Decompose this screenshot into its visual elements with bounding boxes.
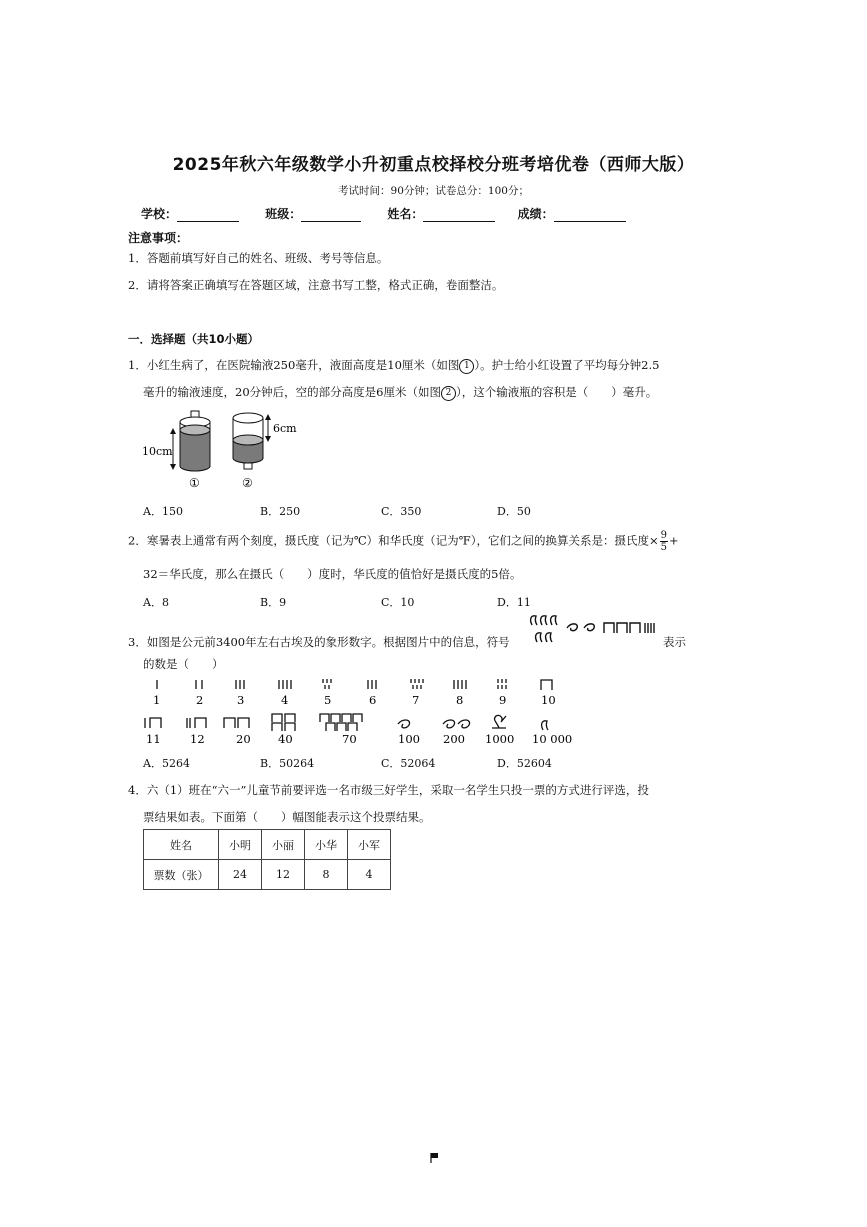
label-1: 1: [153, 693, 161, 707]
hieroglyph-number-symbol: [527, 611, 663, 645]
table-cell: 12: [262, 860, 305, 890]
school-blank[interactable]: [177, 209, 239, 222]
fraction-nine-fifths: [660, 530, 668, 553]
school-label: 学校：: [141, 207, 178, 221]
fraction-denominator: 5: [660, 542, 667, 553]
label-9: 9: [499, 693, 507, 707]
label-200: 200: [443, 732, 465, 746]
table-header: 姓名: [144, 830, 219, 860]
q4-line1: 4．六（1）班在“六一”儿童节前要评选一名市级三好学生，采取一名学生只投一票的方式进行评选，投: [128, 783, 649, 797]
label-70: 70: [342, 732, 357, 746]
label-6: 6: [369, 693, 377, 707]
q2-line1: [128, 530, 679, 553]
label-11: 11: [146, 732, 161, 746]
q1-text: 1．小红生病了，在医院输液250毫升，液面高度是10厘米（如图: [128, 358, 460, 372]
table-cell: 8: [305, 860, 348, 890]
label-8: 8: [456, 693, 464, 707]
vote-table: [143, 829, 391, 890]
notice-item: 2．请将答案正确填写在答题区域，注意书写工整，格式正确，卷面整洁。: [128, 278, 504, 292]
bottle-2: [233, 413, 297, 469]
q2-text: 2．寒暑表上通常有两个刻度，摄氏度（记为℃）和华氏度（记为℉），它们之间的换算关系是：摄氏度×: [128, 533, 659, 548]
class-blank[interactable]: [301, 209, 361, 222]
label-100: 100: [398, 732, 420, 746]
table-cell: 4: [348, 860, 391, 890]
q1-text: ）。护士给小红设置了平均每分钟2.5: [474, 358, 660, 372]
q2-line2: 32＝华氏度，那么在摄氏（ ）度时，华氏度的值恰好是摄氏度的5倍。: [143, 567, 522, 581]
height-label-10cm: 10cm: [142, 445, 173, 458]
table-header: 小军: [348, 830, 391, 860]
label-3: 3: [237, 693, 245, 707]
notice-heading: 注意事项：: [128, 231, 189, 245]
figure-caption-2: ②: [242, 476, 253, 490]
label-5: 5: [324, 693, 332, 707]
q1-option-c[interactable]: C．350: [381, 505, 422, 518]
table-row-label: 票数（张）: [144, 860, 219, 890]
q1-option-a[interactable]: A．150: [143, 505, 183, 518]
q3-option-a[interactable]: A．5264: [143, 757, 190, 770]
student-info-row: [141, 205, 648, 222]
class-label: 班级：: [265, 207, 302, 221]
q1-text: ），这个输液瓶的容积是（ ）毫升。: [455, 385, 658, 399]
table-row: [144, 860, 391, 890]
q4-line2: 票结果如表。下面第（ ）幅图能表示这个投票结果。: [143, 810, 431, 824]
q2-option-a[interactable]: A．8: [143, 596, 169, 609]
q1-option-b[interactable]: B．250: [260, 505, 301, 518]
circled-one: 1: [459, 359, 474, 374]
flag-icon: [429, 1152, 441, 1164]
label-1000: 1000: [485, 732, 515, 746]
notice-item: 1．答题前填写好自己的姓名、班级、考号等信息。: [128, 251, 389, 265]
label-12: 12: [190, 732, 205, 746]
fraction-numerator: 9: [660, 530, 667, 541]
q3-line2: 的数是（ ）: [143, 657, 224, 671]
label-40: 40: [278, 732, 293, 746]
q1-line1: [128, 357, 659, 374]
name-blank[interactable]: [423, 209, 495, 222]
label-4: 4: [281, 693, 289, 707]
figure-caption-1: ①: [189, 476, 200, 490]
table-header-row: [144, 830, 391, 860]
q3-option-d[interactable]: D．52604: [497, 757, 552, 770]
q3-line1-a: 3．如图是公元前3400年左右古埃及的象形数字。根据图片中的信息，符号: [128, 635, 510, 649]
q3-option-c[interactable]: C．52064: [381, 757, 436, 770]
height-label-6cm: 6cm: [273, 422, 297, 435]
score-blank[interactable]: [554, 209, 626, 222]
label-7: 7: [412, 693, 420, 707]
q2-text: +: [668, 533, 679, 548]
label-2: 2: [196, 693, 204, 707]
name-label: 姓名：: [387, 207, 424, 221]
q3-option-b[interactable]: B．50264: [260, 757, 315, 770]
bottle-1: [142, 411, 210, 471]
q1-line2: [143, 384, 657, 401]
q1-text: 毫升的输液速度，20分钟后，空的部分高度是6厘米（如图: [143, 385, 441, 399]
q3-line1-b: 表示: [663, 635, 686, 649]
iv-bottle-figure: [140, 408, 310, 494]
label-10000: 10 000: [532, 732, 573, 746]
q2-option-d[interactable]: D．11: [497, 596, 531, 609]
exam-info: 考试时间：90分钟；试卷总分：100分；: [338, 185, 529, 197]
section-heading: 一．选择题（共10小题）: [128, 332, 260, 346]
score-label: 成绩：: [517, 207, 554, 221]
page-title: 2025年秋六年级数学小升初重点校择校分班考培优卷（西师大版）: [172, 155, 695, 175]
table-header: 小明: [219, 830, 262, 860]
circled-two: 2: [441, 386, 456, 401]
hieroglyph-table: [140, 674, 580, 750]
label-10: 10: [541, 693, 556, 707]
table-header: 小华: [305, 830, 348, 860]
table-cell: 24: [219, 860, 262, 890]
q2-option-c[interactable]: C．10: [381, 596, 415, 609]
table-header: 小丽: [262, 830, 305, 860]
q1-option-d[interactable]: D．50: [497, 505, 531, 518]
q2-option-b[interactable]: B．9: [260, 596, 287, 609]
label-20: 20: [236, 732, 251, 746]
